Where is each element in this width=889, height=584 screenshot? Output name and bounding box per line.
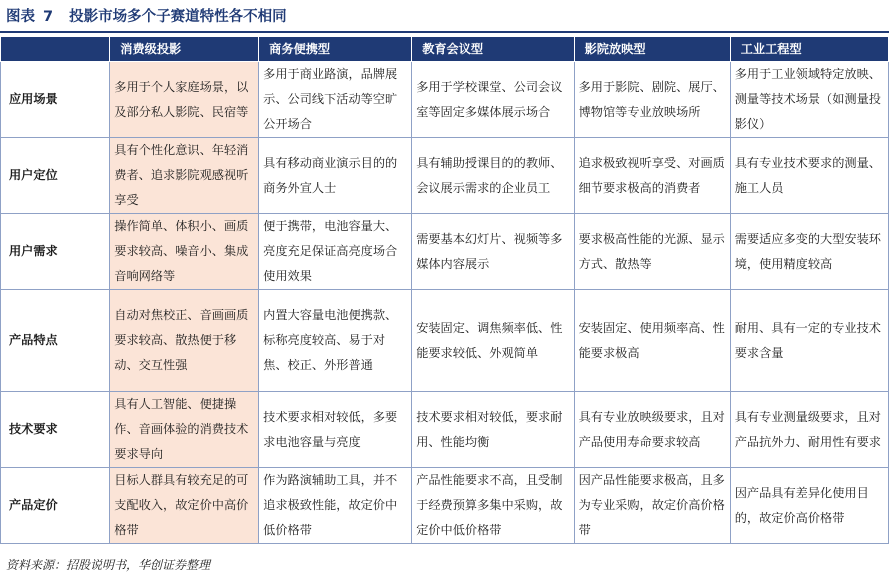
table-row	[1, 290, 889, 392]
table-cell: 安装固定、调焦频率低、性能要求较低、外观简单	[412, 290, 574, 392]
table-cell: 追求极致视听享受、对画质细节要求极高的消费者	[574, 138, 730, 214]
table-row	[1, 392, 889, 468]
table-cell: 作为路演辅助工具，并不追求极致性能，故定价中低价格带	[259, 468, 412, 544]
figure-title	[6, 4, 287, 30]
table-row	[1, 138, 889, 214]
table-cell: 因产品具有差异化使用目的，故定价高价格带	[730, 468, 888, 544]
table-header-row	[1, 37, 889, 62]
comparison-table	[0, 36, 889, 544]
table-cell: 具有专业技术要求的测量、施工人员	[730, 138, 888, 214]
row-header: 应用场景	[1, 62, 110, 138]
figure-label: 图表	[6, 9, 35, 25]
figure-number: 7	[43, 9, 54, 25]
table-cell: 需要适应多变的大型安装环境，使用精度较高	[730, 214, 888, 290]
title-divider	[0, 31, 889, 33]
table-cell: 内置大容量电池便携款、标称亮度较高、易于对焦、校正、外形普通	[259, 290, 412, 392]
table-cell: 具有人工智能、便捷操作、音画体验的消费技术要求导向	[110, 392, 259, 468]
table-cell: 目标人群具有较充足的可支配收入，故定价中高价格带	[110, 468, 259, 544]
table-cell: 具有专业放映级要求，且对产品使用寿命要求较高	[574, 392, 730, 468]
table-cell: 多用于影院、剧院、展厅、博物馆等专业放映场所	[574, 62, 730, 138]
row-header: 技术要求	[1, 392, 110, 468]
column-header-business: 商务便携型	[259, 37, 412, 62]
table-cell: 技术要求相对较低，要求耐用、性能均衡	[412, 392, 574, 468]
table-cell: 技术要求相对较低，多要求电池容量与亮度	[259, 392, 412, 468]
row-header: 用户需求	[1, 214, 110, 290]
table-cell: 操作简单、体积小、画质要求较高、噪音小、集成音响网络等	[110, 214, 259, 290]
table-cell: 安装固定、使用频率高、性能要求极高	[574, 290, 730, 392]
table-row	[1, 214, 889, 290]
table-cell: 便于携带，电池容量大、亮度充足保证高亮度场合使用效果	[259, 214, 412, 290]
table-row	[1, 468, 889, 544]
column-header-consumer: 消费级投影	[110, 37, 259, 62]
source-note: 资料来源：招股说明书，华创证券整理	[6, 558, 211, 572]
figure-title-text: 投影市场多个子赛道特性各不相同	[69, 9, 287, 25]
column-header-cinema: 影院放映型	[574, 37, 730, 62]
table-row	[1, 62, 889, 138]
table-cell: 具有辅助授课目的的教师、会议展示需求的企业员工	[412, 138, 574, 214]
table-cell: 产品性能要求不高，且受制于经费预算多集中采购，故定价中低价格带	[412, 468, 574, 544]
table-cell: 自动对焦校正、音画画质要求较高、散热便于移动、交互性强	[110, 290, 259, 392]
table-cell: 要求极高性能的光源、显示方式、散热等	[574, 214, 730, 290]
table-cell: 多用于学校课堂、公司会议室等固定多媒体展示场合	[412, 62, 574, 138]
table-cell: 需要基本幻灯片、视频等多媒体内容展示	[412, 214, 574, 290]
header-corner-cell	[1, 37, 110, 62]
table-cell: 具有移动商业演示目的的商务外宣人士	[259, 138, 412, 214]
table-cell: 耐用、具有一定的专业技术要求含量	[730, 290, 888, 392]
table-cell: 具有个性化意识、年轻消费者、追求影院观感视听享受	[110, 138, 259, 214]
row-header: 产品特点	[1, 290, 110, 392]
table-cell: 因产品性能要求极高，且多为专业采购，故定价高价格带	[574, 468, 730, 544]
table-cell: 多用于工业领域特定放映、测量等技术场景（如测量投影仪）	[730, 62, 888, 138]
column-header-industrial: 工业工程型	[730, 37, 888, 62]
row-header: 产品定价	[1, 468, 110, 544]
table-cell: 多用于商业路演，品牌展示、公司线下活动等空旷公开场合	[259, 62, 412, 138]
table-cell: 多用于个人家庭场景，以及部分私人影院、民宿等	[110, 62, 259, 138]
row-header: 用户定位	[1, 138, 110, 214]
column-header-education: 教育会议型	[412, 37, 574, 62]
table-cell: 具有专业测量级要求，且对产品抗外力、耐用性有要求	[730, 392, 888, 468]
